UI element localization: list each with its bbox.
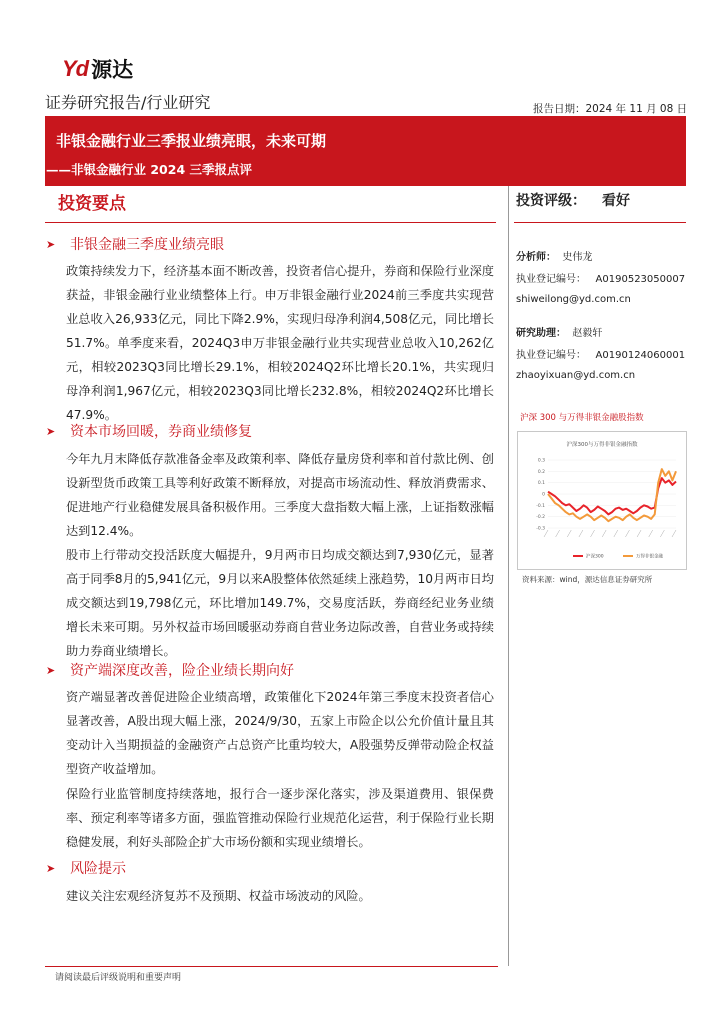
analyst-cert xyxy=(516,270,685,285)
chart-legend xyxy=(573,553,663,560)
analyst-email[interactable]: shiweilong@yd.com.cn xyxy=(516,294,631,305)
paragraph: 资产端显著改善促进险企业绩高增，政策催化下2024年第三季度末投资者信心显著改善，A股出现大幅上涨，2024/9/30，五家上市险企以公允价值计量且其变动计入当期损益的金融资产占总资产比重均较大，A股强势反弹带动险企权益型资产收益增加。 xyxy=(66,690,494,776)
point-heading xyxy=(46,660,294,680)
paragraph: 今年九月末降低存款准备金率及政策利率、降低存量房贷利率和首付款比例、创设新型货币政策工具等利好政策不断释放，对提高市场流动性、释放消费需求、促进地产行业稳健发展具备积极作用。三季度大盘指数大幅上涨，上证指数涨幅达到12.4%。 xyxy=(66,452,494,538)
chart-source: 资料来源：wind，源达信息证券研究所 xyxy=(522,575,653,584)
point-heading-text: 非银金融三季度业绩亮眼 xyxy=(70,237,224,253)
analyst-name: 史伟龙 xyxy=(562,252,593,263)
y-tick-label: -0.1 xyxy=(536,503,545,509)
x-tick-mark xyxy=(660,530,664,537)
x-tick-mark xyxy=(649,530,653,537)
y-tick-label: 0.3 xyxy=(537,458,545,464)
y-tick-label: 0 xyxy=(542,492,545,498)
y-tick-label: -0.3 xyxy=(536,526,545,532)
report-date: 报告日期：2024 年 11 月 08 日 xyxy=(533,103,688,115)
x-tick-mark xyxy=(602,530,606,537)
point-heading xyxy=(46,421,252,441)
point-heading xyxy=(46,858,126,878)
analyst-cert-number: A0190523050007 xyxy=(595,274,686,285)
index-chart xyxy=(518,432,686,569)
analyst-label: 分析师： xyxy=(516,252,556,263)
footer-note: 请阅读最后评级说明和重要声明 xyxy=(55,973,182,983)
logo-text: 源达 xyxy=(91,58,134,82)
assistant-email[interactable]: zhaoyixuan@yd.com.cn xyxy=(516,370,636,381)
y-tick-label: 0.1 xyxy=(537,481,545,487)
arrow-bullet-icon: ➤ xyxy=(46,424,56,438)
x-tick-mark xyxy=(637,530,641,537)
point-heading-text: 资产端深度改善，险企业绩长期向好 xyxy=(70,663,294,679)
point-heading-text: 资本市场回暖，券商业绩修复 xyxy=(70,424,252,440)
logo-mark: Yd xyxy=(62,56,89,81)
section-heading: 投资要点 xyxy=(58,194,126,214)
x-tick-mark xyxy=(672,530,676,537)
chart-lines xyxy=(548,469,676,521)
assistant-cert xyxy=(516,346,685,361)
series-line-1 xyxy=(548,469,676,521)
legend-label: 万得非银金融 xyxy=(636,554,663,560)
column-divider xyxy=(508,186,509,966)
divider xyxy=(514,222,686,223)
investment-rating xyxy=(516,190,630,210)
divider xyxy=(45,222,496,223)
arrow-bullet-icon: ➤ xyxy=(46,663,56,677)
footer-divider xyxy=(45,966,498,967)
point-heading xyxy=(46,234,224,254)
legend-label: 沪深300 xyxy=(586,554,604,560)
y-tick-label: 0.2 xyxy=(537,469,545,475)
company-logo xyxy=(62,56,133,82)
analyst-cert-label: 执业登记编号： xyxy=(516,274,586,285)
x-tick-mark xyxy=(625,530,629,537)
arrow-bullet-icon: ➤ xyxy=(46,237,56,251)
paragraph: 保险行业监管制度持续落地，报行合一逐步深化落实，涉及渠道费用、银保费率、预定利率等诸多方面，强监管推动保险行业规范化运营，利于保险行业长期稳健发展，利好头部险企扩大市场份额和实现业绩增长。 xyxy=(66,787,494,849)
rating-value: 看好 xyxy=(602,193,630,209)
paragraph: 建议关注宏观经济复苏不及预期、权益市场波动的风险。 xyxy=(66,889,371,903)
report-subtitle: ——非银金融行业 2024 三季报点评 xyxy=(46,162,252,177)
analyst xyxy=(516,248,592,263)
chart-caption: 沪深 300 与万得非银金融股指数 xyxy=(520,413,644,423)
rating-label: 投资评级： xyxy=(516,193,586,209)
paragraph: 股市上行带动交投活跃度大幅提升，9月两市日均成交额达到7,930亿元，显著高于同季8月的5,941亿元，9月以来A股整体依然延续上涨趋势，10月两市日均成交额达到19,798亿元，环比增加149.7%，交易度活跃，券商经纪业务业绩增长未来可期。另外权益市场回暖驱动券商自营业务边际改善，自营业务或持续助力券商业绩增长。 xyxy=(66,548,494,658)
paragraph: 政策持续发力下，经济基本面不断改善，投资者信心提升，券商和保险行业深度获益，非银金融行业业绩整体上行。申万非银金融行业2024前三季度共实现营业总收入26,933亿元，同比下降2.9%，实现归母净利润4,508亿元，同比增长51.7%。单季度来看，2024Q3申万非银金融行业共实现营业总收入10,262亿元，相较2023Q3同比增长29.1%，相较2024Q2环比增长20.1%，共实现归母净利润1,967亿元，相较2023Q3同比增长232.8%，相较2024Q2环比增长47.9%。 xyxy=(66,264,494,422)
chart-title: 沪深300与万得非银金融指数 xyxy=(566,442,638,448)
assistant-cert-number: A0190124060001 xyxy=(595,350,686,361)
assistant-label: 研究助理： xyxy=(516,328,566,339)
x-tick-mark xyxy=(579,530,583,537)
report-title: 非银金融行业三季报业绩亮眼，未来可期 xyxy=(56,132,327,150)
report-type: 证券研究报告/行业研究 xyxy=(45,93,211,112)
assistant-name: 赵毅轩 xyxy=(572,328,603,339)
assistant-cert-label: 执业登记编号： xyxy=(516,350,586,361)
point-heading-text: 风险提示 xyxy=(70,861,126,877)
x-tick-mark xyxy=(556,530,560,537)
arrow-bullet-icon: ➤ xyxy=(46,861,56,875)
assistant xyxy=(516,324,602,339)
y-tick-label: -0.2 xyxy=(536,515,545,521)
x-tick-mark xyxy=(567,530,571,537)
chart-frame xyxy=(517,431,687,570)
x-tick-mark xyxy=(591,530,595,537)
x-tick-mark xyxy=(614,530,618,537)
